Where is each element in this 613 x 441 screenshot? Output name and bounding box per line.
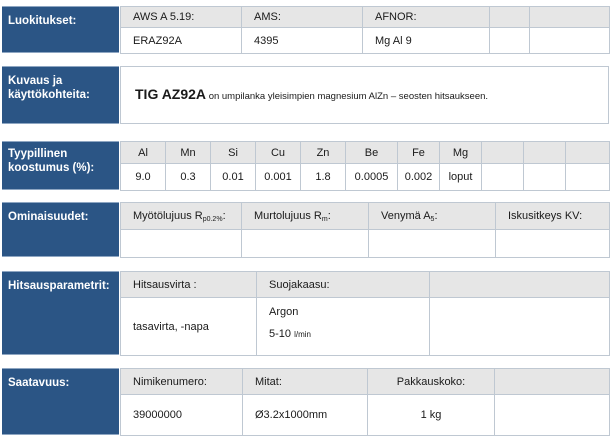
- item-number-header: Nimikenumero:: [121, 369, 243, 395]
- impact-toughness-value: [496, 230, 610, 258]
- availability-label: Saatavuus:: [2, 368, 119, 435]
- empty-header: [566, 142, 610, 164]
- element-mg-header: Mg: [440, 142, 482, 164]
- welding-label: Hitsausparametrit:: [2, 271, 119, 355]
- impact-toughness-header: Iskusitkeys KV:: [496, 203, 610, 230]
- welding-table: [120, 271, 610, 356]
- description-box: [120, 66, 609, 124]
- properties-table: [120, 202, 610, 258]
- empty-header: [490, 7, 530, 28]
- description-label: Kuvaus ja käyttökohteita:: [2, 66, 119, 124]
- description-section: [0, 66, 613, 124]
- properties-label: Ominaisuudet:: [2, 202, 119, 257]
- welding-section: [0, 271, 613, 355]
- availability-section: [0, 368, 613, 435]
- properties-section: [0, 202, 613, 257]
- tensile-strength-value: [242, 230, 369, 258]
- empty-cell: [566, 164, 610, 191]
- aws-value: ERAZ92A: [121, 28, 242, 54]
- element-fe-value: 0.002: [398, 164, 440, 191]
- classification-table: [120, 6, 610, 54]
- empty-cell: [490, 28, 530, 54]
- element-cu-header: Cu: [256, 142, 301, 164]
- ams-value: 4395: [242, 28, 363, 54]
- empty-header: [430, 272, 610, 298]
- dimensions-value: Ø3.2x1000mm: [243, 395, 368, 436]
- element-cu-value: 0.001: [256, 164, 301, 191]
- element-zn-header: Zn: [301, 142, 346, 164]
- afnor-value: Mg Al 9: [363, 28, 490, 54]
- element-al-value: 9.0: [121, 164, 166, 191]
- tensile-strength-header: Murtolujuus $R_m$:: [242, 203, 369, 230]
- item-number-value: 39000000: [121, 395, 243, 436]
- shielding-gas-header: Suojakaasu:: [257, 272, 430, 298]
- element-mg-value: loput: [440, 164, 482, 191]
- elongation-value: [369, 230, 496, 258]
- availability-table: [120, 368, 610, 436]
- classification-label: Luokitukset:: [2, 6, 119, 53]
- dimensions-header: Mitat:: [243, 369, 368, 395]
- composition-section: [0, 141, 613, 190]
- package-size-header: Pakkauskoko:: [368, 369, 495, 395]
- gas-flow: 5-10 l/min: [269, 328, 311, 340]
- classification-section: [0, 6, 613, 53]
- yield-strength-header: Myötölujuus $R_{p0.2\%}$:: [121, 203, 242, 230]
- element-mn-value: 0.3: [166, 164, 211, 191]
- empty-header: [482, 142, 524, 164]
- element-al-header: Al: [121, 142, 166, 164]
- element-be-header: Be: [346, 142, 398, 164]
- element-si-header: Si: [211, 142, 256, 164]
- composition-table: [120, 141, 610, 191]
- element-mn-header: Mn: [166, 142, 211, 164]
- package-size-value: 1 kg: [368, 395, 495, 436]
- empty-header: [530, 7, 610, 28]
- description-text: on umpilanka yleisimpien magnesium AlZn – seosten hitsaukseen.: [208, 91, 489, 102]
- yield-strength-value: [121, 230, 242, 258]
- element-be-value: 0.0005: [346, 164, 398, 191]
- empty-cell: [482, 164, 524, 191]
- composition-label: Tyypillinen koostumus (%):: [2, 141, 119, 190]
- empty-cell: [495, 395, 610, 436]
- product-name: TIG AZ92A: [135, 86, 207, 102]
- welding-current-value: tasavirta, -napa: [121, 298, 257, 356]
- welding-current-header: Hitsausvirta :: [121, 272, 257, 298]
- element-fe-header: Fe: [398, 142, 440, 164]
- empty-cell: [430, 298, 610, 356]
- empty-cell: [524, 164, 566, 191]
- afnor-header: AFNOR:: [363, 7, 490, 28]
- ams-header: AMS:: [242, 7, 363, 28]
- empty-cell: [530, 28, 610, 54]
- empty-header: [524, 142, 566, 164]
- element-si-value: 0.01: [211, 164, 256, 191]
- shielding-gas-value: Argon 5-10 l/min: [257, 298, 430, 356]
- elongation-header: Venymä $A_5$:: [369, 203, 496, 230]
- empty-header: [495, 369, 610, 395]
- element-zn-value: 1.8: [301, 164, 346, 191]
- aws-header: AWS A 5.19:: [121, 7, 242, 28]
